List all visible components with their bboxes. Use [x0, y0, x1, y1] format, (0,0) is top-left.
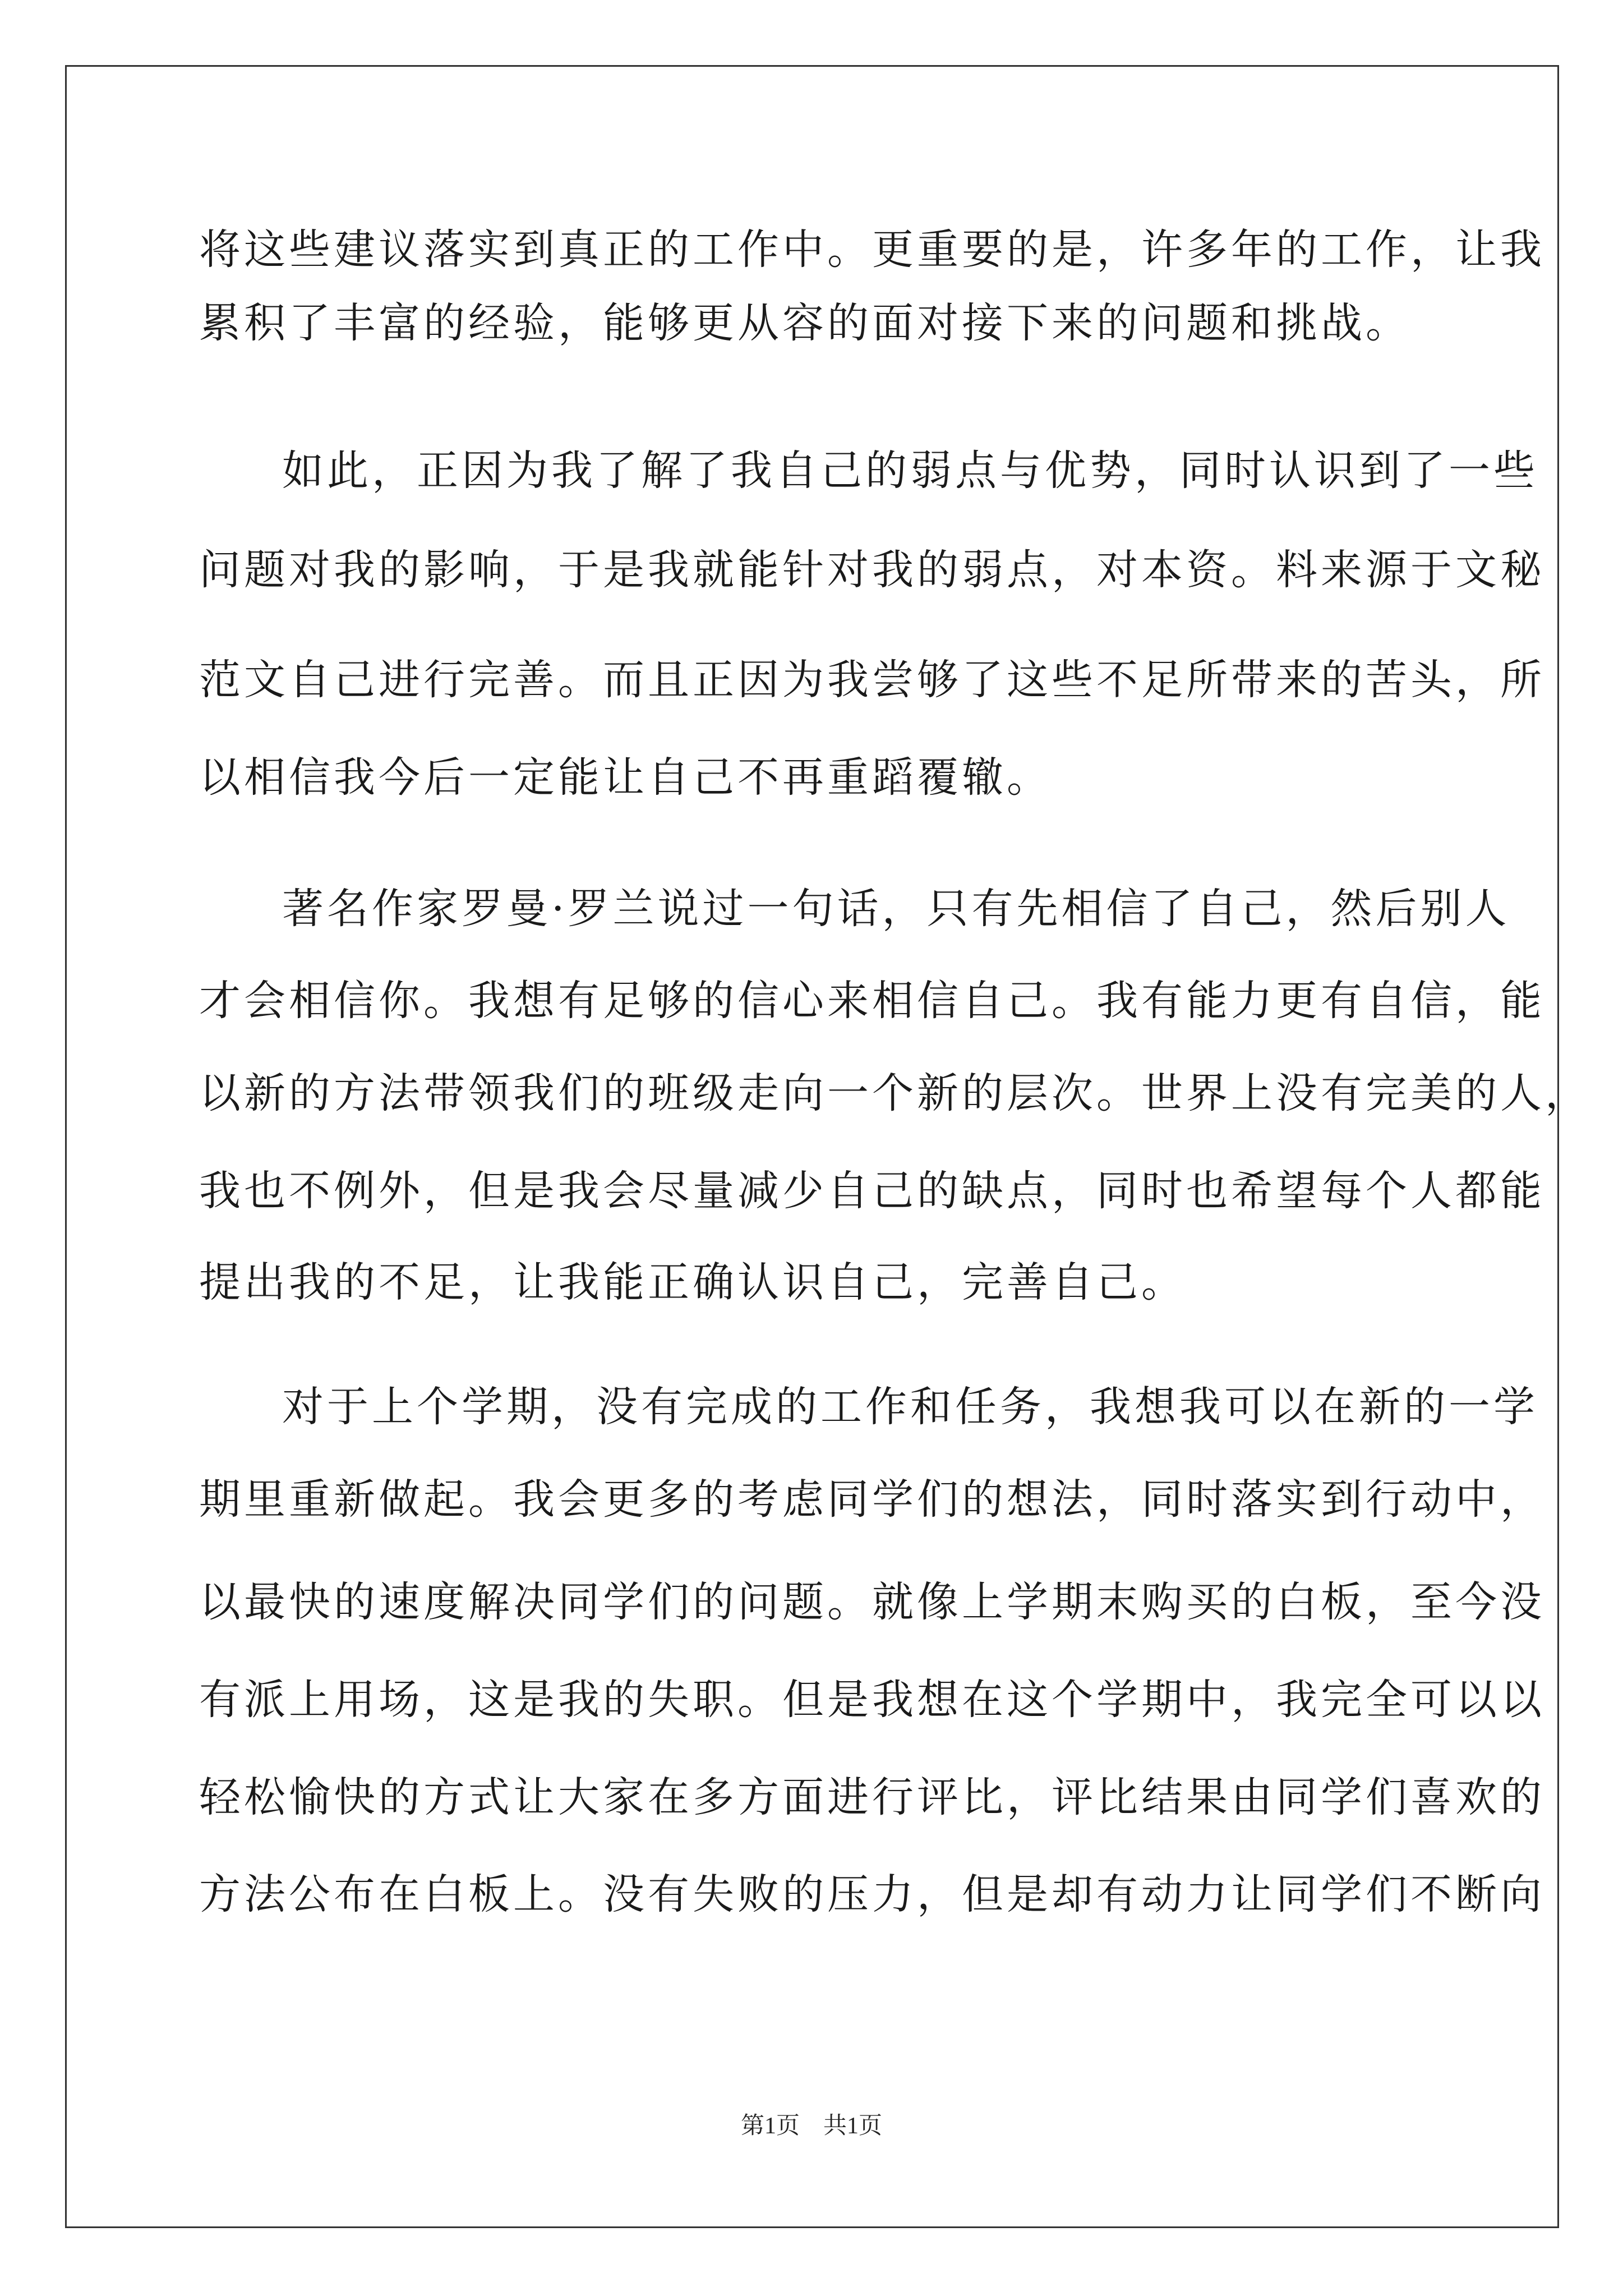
paragraph-first-line: 对于上个学期，没有完成的工作和任务，我想我可以在新的一学: [282, 1383, 1538, 1431]
paragraph-first-line: 著名作家罗曼·罗兰说过一句话，只有先相信了自己，然后别人: [282, 885, 1510, 933]
text-line: 提出我的不足，让我能正确认识自己，完善自己。: [199, 1258, 1186, 1306]
text-line: 才会相信你。我想有足够的信心来相信自己。我有能力更有自信，能: [199, 977, 1545, 1025]
text-line: 期里重新做起。我会更多的考虑同学们的想法，同时落实到行动中，: [199, 1475, 1545, 1524]
text-line: 轻松愉快的方式让大家在多方面进行评比，评比结果由同学们喜欢的: [199, 1773, 1545, 1821]
paragraph-first-line: 如此，正因为我了解了我自己的弱点与优势，同时认识到了一些: [282, 447, 1538, 495]
text-line: 累积了丰富的经验，能够更从容的面对接下来的问题和挑战。: [199, 299, 1410, 347]
text-line: 我也不例外，但是我会尽量减少自己的缺点，同时也希望每个人都能: [199, 1167, 1545, 1215]
text-line: 以最快的速度解决同学们的问题。就像上学期末购买的白板，至今没: [199, 1578, 1545, 1626]
text-line: 方法公布在白板上。没有失败的压力，但是却有动力让同学们不断向: [199, 1870, 1545, 1918]
text-line: 将这些建议落实到真正的工作中。更重要的是，许多年的工作，让我: [199, 226, 1545, 274]
text-line: 问题对我的影响，于是我就能针对我的弱点，对本资。料来源于文秘: [199, 546, 1545, 594]
text-line: 以相信我今后一定能让自己不再重蹈覆辙。: [199, 753, 1052, 802]
page-number-footer: 第1页 共1页: [740, 2113, 882, 2139]
text-line: 有派上用场，这是我的失职。但是我想在这个学期中，我完全可以以: [199, 1676, 1545, 1724]
text-line: 范文自己进行完善。而且正因为我尝够了这些不足所带来的苦头，所: [199, 656, 1545, 704]
text-line: 以新的方法带领我们的班级走向一个新的层次。世界上没有完美的人，: [199, 1069, 1590, 1117]
